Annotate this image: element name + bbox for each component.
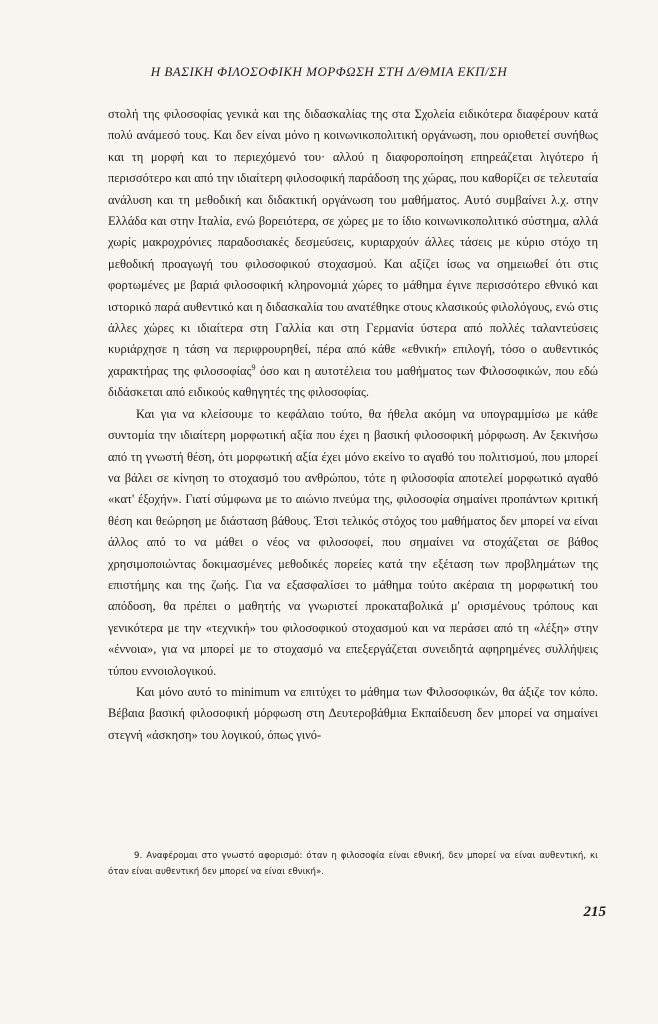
paragraph-1-text-a: στολή της φιλοσοφίας γενικά και της διδασκαλίας της στα Σχολεία ειδικότερα διαφέρουν κατά πολύ ανάμεσό τους. Και δεν είναι μόνο η κοινωνικοπολιτική οργάνωση, που οριοθετεί συνήθως και τη μορφή και το περιεχόμενό του· αλλού η διαφοροποίηση επηρεάζεται λιγότερο ή περισσότερο και από την ιδιαίτερη φιλοσοφική παράδοση της χώρας, που καθορίζει σε τελευταία ανάλυση και τη μεθοδική και διδακτική οργάνωση του μαθήματος. Αυτό συμβαίνει λ.χ. στην Ελλάδα και στην Ιταλία, ενώ βορειότερα, σε χώρες με το ίδιο κοινωνικοπολιτικό σύστημα, αλλά χωρίς μακροχρόνιες παραδοσιακές δεσμεύσεις, κυριαρχούν άλλες τάσεις με κύριο στόχο τη μεθοδική προαγωγή του φιλοσοφικού στοχασμού. Και αξίζει ίσως να σημειωθεί ότι στις φορτωμένες με βαριά φιλοσοφική κληρονομιά χώρες το μάθημα έγινε περισσότερο εθνικό και ιστορικό παρά αυθεντικό και η διδασκαλία του ανατέθηκε στους κλασικούς φιλολόγους, ενώ στις άλλες χώρες κι ιδιαίτερα στη Γαλλία και στη Γερμανία ύστερα από πολλές ταλαντεύσεις κυριάρχησε η τάση να περιφρουρηθεί, πέρα από κάθε «εθνική» επιλογή, τόσο ο αυθεντικός χαρακτήρας της φιλοσοφίας [108,107,598,378]
paragraph-2: Και για να κλείσουμε το κεφάλαιο τούτο, θα ήθελα ακόμη να υπογραμμίσω με κάθε συντομία την ιδιαίτερη μορφωτική αξία που έχει η βασική φιλοσοφική μόρφωση. Αν ξεκινήσω από τη γνωστή θέση, ότι μορφωτική αξία έχει μόνο εκείνο το αγαθό του πολιτισμού, που μπορεί να βάλει σε κίνηση το στοχασμό του ανθρώπου, τότε η φιλοσοφία αποτελεί μορφωτικό αγαθό «κατ' έξοχήν». Γιατί σύμφωνα με το αιώνιο πνεύμα της, φιλοσοφία σημαίνει προπάντων κριτική θέση και θεώρηση με διάσταση βάθους. Έτσι τελικός στόχος του μαθήματος δεν μπορεί να είναι άλλος από το να μάθει ο νέος να φιλοσοφεί, που σημαίνει να στοχάζεται σε βάθος χρησιμοποιώντας δοκιμασμένες μεθοδικές πορείες κατά την εξέταση των προβλημάτων της επιστήμης και της ζωής. Για να εξασφαλίσει το μάθημα τούτο ακέραια τη μορφωτική του απόδοση, θα πρέπει ο μαθητής να γνωριστεί προκαταβολικά μ' ορισμένους τρόπους και γενικότερα με την «τεχνική» του φιλοσοφικού στοχασμού και να περάσει από τη «λέξη» στην «έννοια», για να μπορεί με το στοχασμό να επεξεργάζεται συνειδητά αφηρημένες συλλήψεις τύπου εννοιολογικού. [108,406,598,678]
footnote-reference-9: 9 [251,362,256,372]
paragraph-1 [108,104,598,404]
running-header: Η ΒΑΣΙΚΗ ΦΙΛΟΣΟΦΙΚΗ ΜΟΡΦΩΣΗ ΣΤΗ Δ/ΘΜΙΑ ΕΚΠ/ΣΗ [150,64,508,79]
footnote-9: 9. Αναφέρομαι στο γνωστό αφορισμό: όταν η φιλοσοφία είναι εθνική, δεν μπορεί να είναι αυθεντική, κι όταν είναι αυθεντική δεν μπορεί να είναι εθνική». [108,851,598,877]
paragraph-3: Και μόνο αυτό το minimum να επιτύχει το μάθημα των Φιλοσοφικών, θα άξιζε τον κόπο. Βέβαια βασική φιλοσοφική μόρφωση στη Δευτεροβάθμια Εκπαίδευση δεν μπορεί να σημαίνει στεγνή «άσκηση» του λογικού, όπως γινό- [108,684,598,742]
page-number: 215 [583,904,606,920]
main-text [108,104,598,746]
paragraph-1-text-b: όσο και η αυτοτέλεια του μαθήματος των Φιλοσοφικών, που εδώ διδάσκεται από ειδικούς καθηγητές της φιλοσοφίας. [108,363,599,400]
footnotes [108,848,598,880]
